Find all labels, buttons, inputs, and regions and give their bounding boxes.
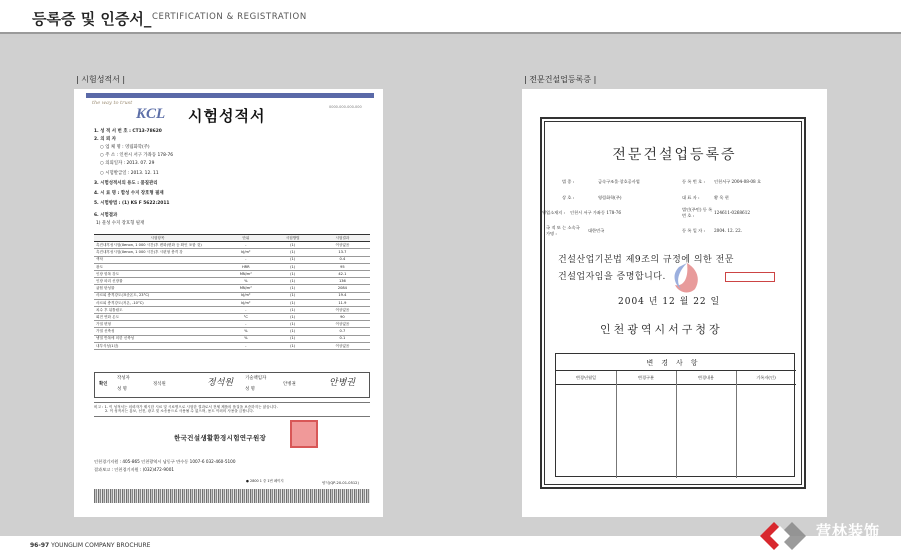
table-cell: (1) bbox=[271, 321, 315, 328]
field-label: 등 록 일 자 : bbox=[682, 228, 705, 233]
table-cell: 샤르피 충격강도(표준온도, 23°C) bbox=[94, 292, 221, 299]
company-brochure: YOUNGLIM COMPANY BROCHURE bbox=[51, 542, 151, 549]
table-row bbox=[94, 249, 370, 256]
report-line: 2. 의 뢰 자 bbox=[94, 137, 117, 142]
report-line: 1) 물성 수지 장호형 필재 bbox=[96, 221, 145, 226]
table-cell: 19.4 bbox=[315, 292, 370, 299]
report-title: 시험성적서 bbox=[188, 107, 266, 125]
table-cell: (1) bbox=[271, 292, 315, 299]
table-row bbox=[94, 256, 370, 263]
report-line: ○ 업 체 명 : 영림화학(주) bbox=[100, 145, 150, 150]
table-cell: (1) bbox=[271, 270, 315, 277]
certificate-statement: 건설업자임을 증명합니다. bbox=[558, 272, 666, 282]
table-cell: 인장 파괴 신장률 bbox=[94, 278, 221, 285]
field-value: 2004. 12. 22. bbox=[714, 228, 742, 233]
field-label: 대 표 자 : bbox=[682, 195, 700, 200]
table-cell: (1) bbox=[271, 342, 315, 349]
table-cell: 촉진내후성시험(Xenon, 1 000 시간)후 변화(변화 등 확인 포함 것) bbox=[94, 242, 221, 249]
field-value: 금속구조물·창호공사업 bbox=[598, 179, 640, 184]
field-label: 국 적 또 는 소속국가명 : bbox=[546, 225, 580, 236]
brand-mark-icon bbox=[756, 514, 812, 552]
field-label: 등 록 번 호 : bbox=[682, 179, 705, 184]
approver-label: 기술책임자 bbox=[245, 376, 267, 381]
table-row bbox=[94, 335, 370, 342]
table-row bbox=[94, 342, 370, 349]
column-divider bbox=[736, 371, 737, 478]
table-cell: (1) bbox=[271, 285, 315, 292]
author-name: 정석원 bbox=[153, 382, 166, 387]
field-label: 법 종 : bbox=[562, 179, 575, 184]
table-cell: 0.1 bbox=[315, 335, 370, 342]
column-header: 시험결과 bbox=[315, 235, 370, 242]
report-line: ○ 시험발급일 : 2013. 12. 11 bbox=[100, 171, 159, 176]
confirmation-box bbox=[94, 372, 370, 398]
table-cell: kJ/m² bbox=[221, 292, 271, 299]
institute-seal bbox=[290, 420, 318, 448]
kcl-tagline: the way to trust bbox=[92, 100, 133, 106]
report-line: 1. 성 적 서 번 호 : CT13-78620 bbox=[94, 129, 162, 134]
page-mark: ● 2800 1 중 1번 페이지 bbox=[246, 479, 284, 483]
table-cell: MN/m² bbox=[221, 270, 271, 277]
field-label: 상 호 : bbox=[562, 195, 575, 200]
author-signature: 정석원 bbox=[207, 378, 234, 388]
column-header: 시험항목 bbox=[94, 235, 221, 242]
table-cell: % bbox=[221, 328, 271, 335]
table-cell: 95 bbox=[315, 263, 370, 270]
approver-name: 안병권 bbox=[283, 382, 296, 387]
table-cell: kJ/m² bbox=[221, 249, 271, 256]
table-row bbox=[94, 306, 370, 313]
table-cell: (1) bbox=[271, 328, 315, 335]
field-label: 영업소재지 : bbox=[542, 210, 565, 215]
report-line: 5. 시험방법 : (1) KS F 5622:2011 bbox=[94, 201, 170, 206]
change-history-box bbox=[555, 353, 795, 477]
table-cell: 치수 후 뒤틀림도 bbox=[94, 306, 221, 313]
column-divider bbox=[676, 371, 677, 478]
table-cell: (1) bbox=[271, 242, 315, 249]
report-line: 4. 시 료 명 : 합성 수지 장호형 필재 bbox=[94, 191, 164, 196]
table-cell: (1) bbox=[271, 263, 315, 270]
author-label: 작성자 bbox=[117, 376, 130, 381]
approver-sub-label: 성 명 bbox=[245, 387, 255, 392]
table-row bbox=[94, 263, 370, 270]
field-value: 인천시 서구 가좌동 178-76 bbox=[570, 210, 622, 215]
table-cell: 이상없음 bbox=[315, 321, 370, 328]
table-cell: - bbox=[221, 242, 271, 249]
registration-label: | 전문건설업등록증 | bbox=[524, 75, 597, 84]
table-cell: 0.4 bbox=[315, 256, 370, 263]
table-cell: 이상없음 bbox=[315, 342, 370, 349]
report-line: 3. 시험성적서의 용도 : 품질관리 bbox=[94, 181, 158, 186]
brand-logo bbox=[756, 514, 896, 552]
table-row bbox=[94, 285, 370, 292]
table-row bbox=[94, 314, 370, 321]
certificate-statement: 건설산업기본법 제9조의 규정에 의한 전문 bbox=[558, 255, 734, 265]
table-cell: 인장 항복 강도 bbox=[94, 270, 221, 277]
note-line: 비고 : 1. 이 성적서는 의뢰자가 제시한 시료 및 시료명으로 시험한 결과로서 전체 제품의 품질을 보증하지는 않습니다. bbox=[94, 405, 278, 409]
table-cell: - bbox=[221, 306, 271, 313]
table-cell: 42.1 bbox=[315, 270, 370, 277]
table-row bbox=[94, 270, 370, 277]
table-cell: 이상없음 bbox=[315, 306, 370, 313]
table-cell: - bbox=[221, 321, 271, 328]
table-row bbox=[94, 328, 370, 335]
institute-name: 한국건설생활환경시험연구원장 bbox=[174, 434, 267, 442]
field-value: 영림화학(주) bbox=[598, 195, 622, 200]
confirm-label: 확인 bbox=[99, 382, 108, 387]
issuing-authority: 인천광역시서구청장 bbox=[600, 323, 723, 336]
security-pattern bbox=[94, 489, 370, 503]
column-header: 기록자(인) bbox=[756, 375, 776, 380]
column-divider bbox=[616, 371, 617, 478]
table-cell: 샤르피 충격강도(저온, -10°C) bbox=[94, 299, 221, 306]
table-cell: (1) bbox=[271, 256, 315, 263]
page-subtitle: CERTIFICATION & REGISTRATION bbox=[152, 12, 307, 22]
field-value: 황 욱 현 bbox=[714, 195, 729, 200]
approver-signature: 안병권 bbox=[329, 378, 356, 388]
page-header bbox=[0, 0, 901, 34]
table-cell: 굽힘 탄성률 bbox=[94, 285, 221, 292]
table-cell: 색차 bbox=[94, 256, 221, 263]
table-cell: 13.7 bbox=[315, 249, 370, 256]
table-cell: 촉진내후성시험(Xenon, 1 000 시간)후 시편형 충격 강 bbox=[94, 249, 221, 256]
change-history-title: 변경사항 bbox=[646, 359, 706, 367]
certificate-title: 전문건설업등록증 bbox=[612, 147, 737, 163]
institute-contact: 결과보고 : 인천경기지원 : (032)472-9001 bbox=[94, 467, 175, 472]
page-info bbox=[30, 542, 150, 549]
table-row bbox=[94, 242, 370, 249]
kcl-logo: KCL bbox=[136, 106, 166, 122]
issue-date: 2004 년 12 월 22 일 bbox=[618, 297, 721, 307]
field-value: 124611-0268612 bbox=[714, 210, 751, 215]
table-cell: 가열 신축성 bbox=[94, 328, 221, 335]
table-cell: (1) bbox=[271, 249, 315, 256]
table-cell: 136 bbox=[315, 278, 370, 285]
table-cell: 2084 bbox=[315, 285, 370, 292]
table-cell: (1) bbox=[271, 306, 315, 313]
table-row bbox=[94, 299, 370, 306]
table-cell: 0.7 bbox=[315, 328, 370, 335]
table-cell: 90 bbox=[315, 314, 370, 321]
test-report-document bbox=[74, 89, 383, 517]
table-cell: MN/m² bbox=[221, 285, 271, 292]
table-row bbox=[94, 321, 370, 328]
report-line: ○ 의뢰일자 : 2013. 07. 29 bbox=[100, 161, 155, 166]
table-cell: % bbox=[221, 335, 271, 342]
page-title: 등록증 및 인증서_ bbox=[32, 10, 152, 28]
document-number: 0000-000-000-000 bbox=[329, 105, 362, 109]
test-report-label: | 시험성적서 | bbox=[76, 75, 126, 84]
note-line: 2. 이 성적서는 홍보, 선전, 광고 및 소송용으로 사용될 수 없으며, 용도 이외의 사용을 금합니다. bbox=[105, 409, 254, 414]
table-cell: - bbox=[221, 256, 271, 263]
table-cell: 회전 연화 온도 bbox=[94, 314, 221, 321]
report-line: ○ 주 소 : 인천시 서구 가좌동 178-76 bbox=[100, 153, 174, 158]
table-cell: 이상없음 bbox=[315, 242, 370, 249]
field-value: 인천서구 2004-08-08 호 bbox=[714, 179, 762, 184]
table-cell: 냉열 반복에 의한 신축성 bbox=[94, 335, 221, 342]
institute-address: 인천경기지원 : 405-865 인천광역시 남동구 만수동 1007-6 032-460-5100 bbox=[94, 459, 236, 464]
handwritten-note bbox=[725, 272, 775, 282]
column-header: 단위 bbox=[221, 235, 271, 242]
field-label: 법인(주민) 등 록 번 호 : bbox=[682, 207, 713, 218]
table-cell: (1) bbox=[271, 299, 315, 306]
table-header-row bbox=[94, 235, 370, 242]
table-cell: 11.9 bbox=[315, 299, 370, 306]
table-cell: 내부식성(1년) bbox=[94, 342, 221, 349]
results-table bbox=[94, 234, 370, 350]
report-line: 6. 시험결과 bbox=[94, 213, 118, 218]
table-cell: - bbox=[221, 342, 271, 349]
column-header: 변경구분 bbox=[637, 375, 655, 380]
table-cell: kJ/m² bbox=[221, 299, 271, 306]
table-cell: HRR bbox=[221, 263, 271, 270]
form-number: 양식(QP-20-01-0512) bbox=[322, 481, 359, 485]
table-cell: 광도 bbox=[94, 263, 221, 270]
author-sub-label: 성 명 bbox=[117, 387, 127, 392]
government-emblem-icon bbox=[667, 259, 707, 299]
table-row bbox=[94, 278, 370, 285]
header-band bbox=[86, 93, 374, 98]
table-cell: (1) bbox=[271, 335, 315, 342]
table-cell: (1) bbox=[271, 278, 315, 285]
table-cell: 가열 변형 bbox=[94, 321, 221, 328]
table-cell: (1) bbox=[271, 314, 315, 321]
table-row bbox=[94, 292, 370, 299]
column-header: 시험방법 bbox=[271, 235, 315, 242]
report-notes bbox=[94, 402, 370, 417]
table-cell: °C bbox=[221, 314, 271, 321]
brand-name: 营林装饰 bbox=[816, 522, 881, 540]
page-number: 96-97 bbox=[30, 542, 50, 549]
registration-document bbox=[522, 89, 827, 517]
column-header: 변경내용 bbox=[697, 375, 715, 380]
header-divider bbox=[0, 32, 901, 34]
table-cell: % bbox=[221, 278, 271, 285]
field-value: 대한민국 bbox=[588, 228, 605, 233]
column-header: 변경년월일 bbox=[575, 375, 597, 380]
